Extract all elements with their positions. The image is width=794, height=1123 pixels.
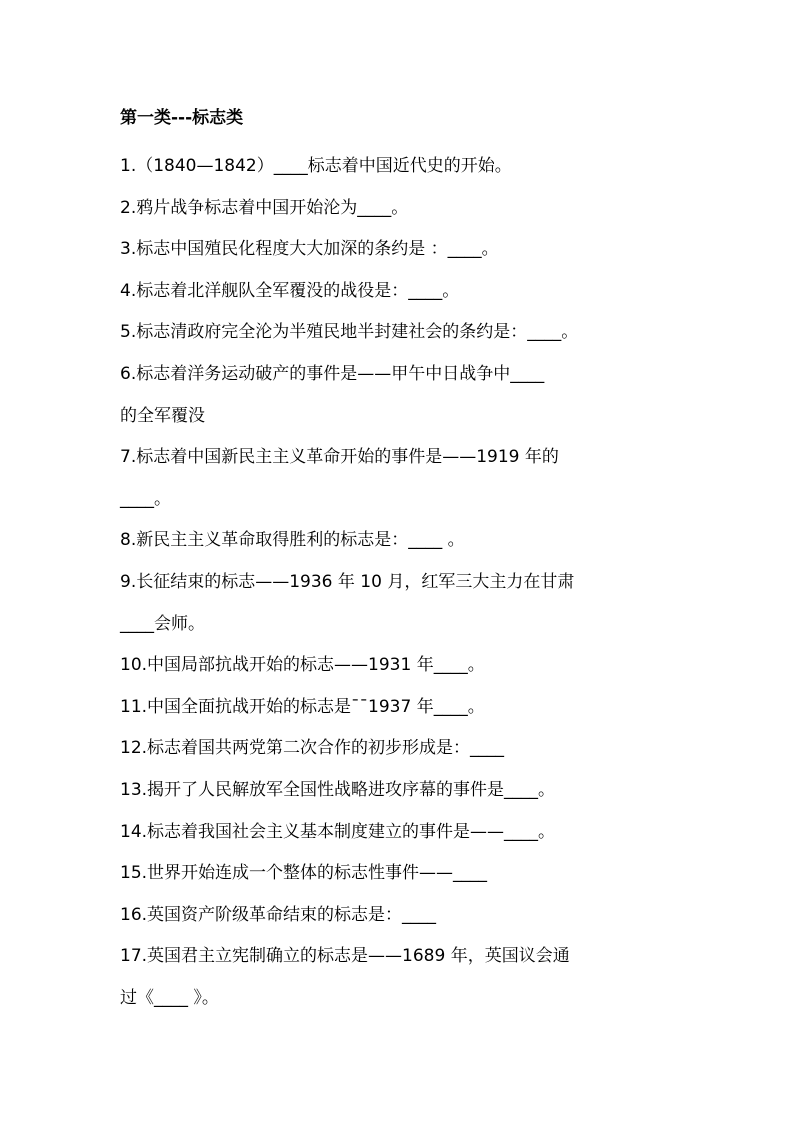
question-line-11: 11.中国全面抗战开始的标志是¯¯1937 年____。 <box>120 696 485 717</box>
question-line-17: 17.英国君主立宪制确立的标志是——1689 年，英国议会通 <box>120 946 570 967</box>
question-line-9-continued: ____会师。 <box>120 613 205 634</box>
question-line-16: 16.英国资产阶级革命结束的标志是：____ <box>120 904 437 925</box>
question-line-14: 14.标志着我国社会主义基本制度建立的事件是——____。 <box>120 821 556 842</box>
question-line-6-continued: 的全军覆没 <box>120 405 205 426</box>
question-line-13: 13.揭开了人民解放军全国性战略进攻序幕的事件是____。 <box>120 779 556 800</box>
question-line-12: 12.标志着国共两党第二次合作的初步形成是：____ <box>120 738 505 759</box>
question-line-1: 1.（1840—1842）____标志着中国近代史的开始。 <box>120 156 512 176</box>
question-line-6: 6.标志着洋务运动破产的事件是——甲午中日战争中____ <box>120 363 545 384</box>
question-line-10: 10.中国局部抗战开始的标志——1931 年____。 <box>120 655 485 676</box>
question-line-3: 3.标志中国殖民化程度大大加深的条约是 ：____。 <box>120 239 499 260</box>
section-heading: 第一类---标志类 <box>120 108 244 128</box>
question-line-9: 9.长征结束的标志——1936 年 10 月，红军三大主力在甘肃 <box>120 571 575 592</box>
question-line-7-continued: ____。 <box>120 488 171 509</box>
question-line-5: 5.标志清政府完全沦为半殖民地半封建社会的条约是：____。 <box>120 322 579 343</box>
document-body <box>120 104 700 1019</box>
question-line-8: 8.新民主主义革命取得胜利的标志是：____ 。 <box>120 530 465 551</box>
question-line-4: 4.标志着北洋舰队全军覆没的战役是：____。 <box>120 280 460 301</box>
question-line-7: 7.标志着中国新民主主义革命开始的事件是——1919 年的 <box>120 447 559 468</box>
question-line-15: 15.世界开始连成一个整体的标志性事件——____ <box>120 863 488 884</box>
question-line-17-continued: 过《____ 》。 <box>120 987 219 1008</box>
question-line-2: 2.鸦片战争标志着中国开始沦为____。 <box>120 197 409 218</box>
